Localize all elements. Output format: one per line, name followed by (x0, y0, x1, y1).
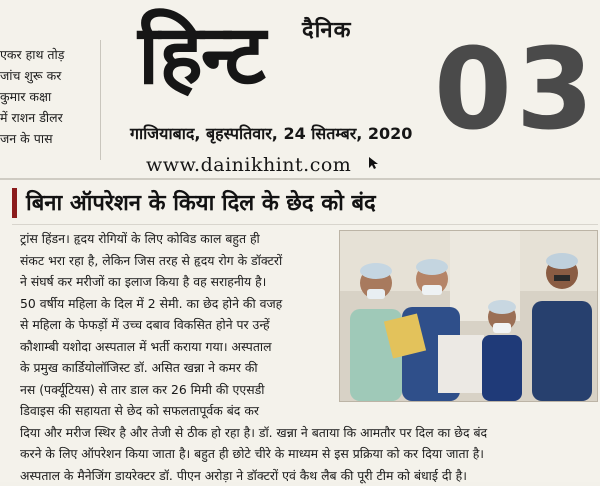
article-line: ने संघर्ष कर मरीजों का इलाज किया है वह सराहनीय है। (20, 271, 340, 293)
article-line: अस्पताल के मैनेजिंग डायरेक्टर डॉ. पीएन अरोड़ा ने डॉक्टरों एवं कैथ लैब की पूरी टीम को बंधाई दी है। (20, 465, 596, 486)
column-divider (100, 40, 101, 160)
article-photo (339, 230, 598, 402)
article-line: डिवाइस की सहायता से छेद को सफलतापूर्वक बंद कर (20, 400, 596, 422)
article-line: ट्रांस हिंडन। हृदय रोगियों के लिए कोविड काल बहुत ही (20, 228, 340, 250)
website-link[interactable]: www.dainikhint.com (146, 154, 351, 176)
article-line: के प्रमुख कार्डियोलॉजिस्ट डॉ. असित खन्ना ने कमर की (20, 357, 340, 379)
snippet-line: कुमार कक्षा (0, 86, 102, 107)
article-body-column (20, 228, 340, 400)
news-article (12, 184, 598, 480)
article-headline: बिना ऑपरेशन के किया दिल के छेद को बंद (26, 187, 376, 217)
article-line: 50 वर्षीय महिला के दिल में 2 सेमी. का छेद होने की वजह (20, 293, 340, 315)
newspaper-logo: हिन्ट (138, 10, 264, 102)
article-line: संकट भरा रहा है, लेकिन जिस तरह से हृदय रोग के डॉक्टरों (20, 250, 340, 272)
snippet-line: जांच शुरू कर (0, 65, 102, 86)
dateline: गाजियाबाद, बृहस्पतिवार, 24 सितम्बर, 2020 (130, 122, 412, 144)
article-line: करने के लिए ऑपरेशन किया जाता है। बहुत ही छोटे चीरे के माध्यम से इस प्रक्रिया को कर दिया जाता है। (20, 443, 596, 465)
newspaper-logo-small: दैनिक (302, 14, 352, 44)
snippet-line: में राशन डीलर (0, 107, 102, 128)
headline-divider (12, 224, 598, 225)
cursor-icon (368, 156, 380, 174)
snippet-line: जन के पास (0, 128, 102, 149)
masthead-divider (0, 178, 600, 180)
adjacent-column-snippet (0, 44, 102, 149)
masthead (120, 8, 400, 173)
page-number: 03 (434, 30, 598, 150)
article-line: से महिला के फेफड़ों में उच्च दबाव विकसित होने पर उन्हें (20, 314, 340, 336)
article-line: दिया और मरीज स्थिर है और तेजी से ठीक हो रहा है। डॉ. खन्ना ने बताया कि आमतौर पर दिल का छेद बंद (20, 422, 596, 444)
snippet-line: एकर हाथ तोड़ (0, 44, 102, 65)
headline-accent (12, 188, 17, 218)
article-line: नस (पर्क्यूटियस) से तार डाल कर 26 मिमी की एएसडी (20, 379, 340, 401)
article-body-full-width (20, 400, 596, 486)
article-line: कौशाम्बी यशोदा अस्पताल में भर्ती कराया गया। अस्पताल (20, 336, 340, 358)
